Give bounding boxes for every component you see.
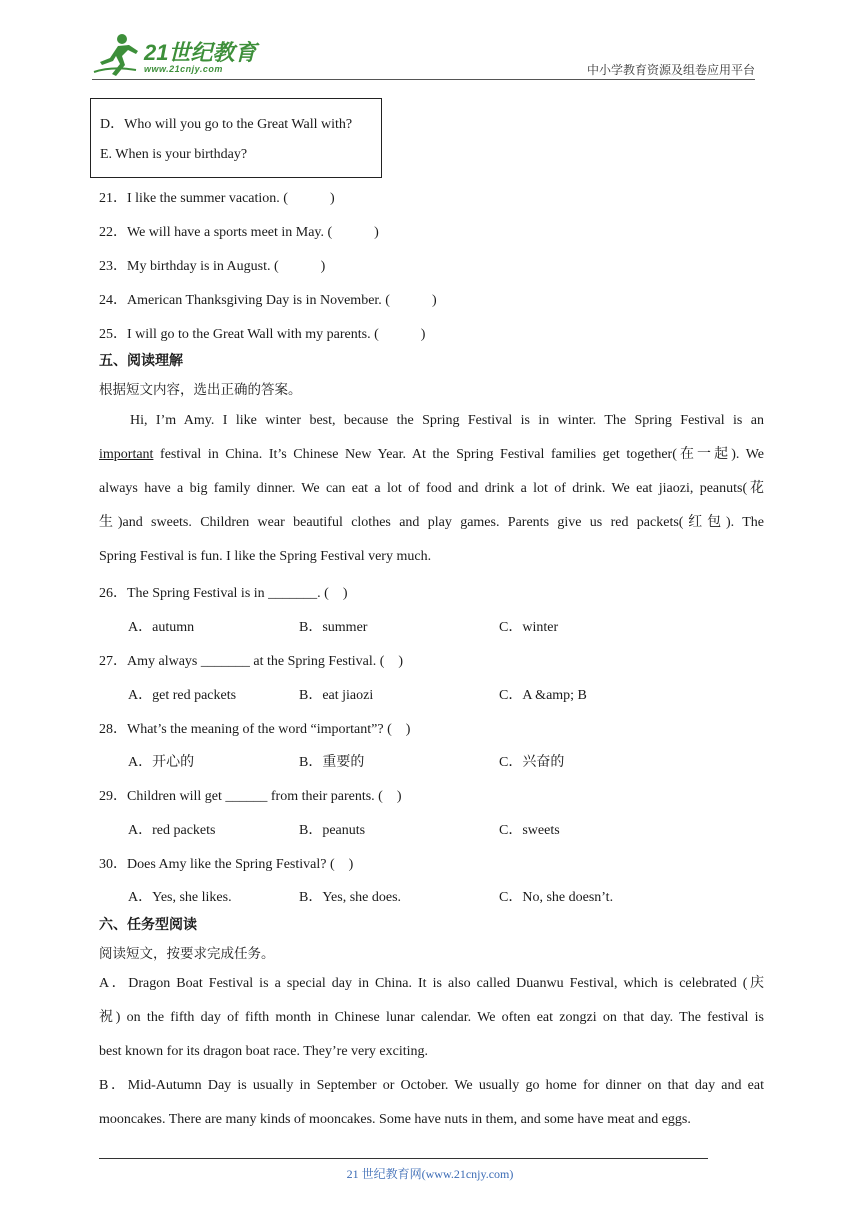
question-27: 27．Amy always _______ at the Spring Festival. ( ): [99, 654, 404, 669]
choice-a: A．autumn: [128, 620, 195, 635]
site-logo: [92, 32, 262, 80]
passage-line: mooncakes. There are many kinds of mooncakes. Some have nuts in them, and some have meat and eggs.: [99, 1112, 691, 1127]
section-6-instruction: 阅读短文，按要求完成任务。: [99, 946, 275, 962]
section-6-title: 六、任务型阅读: [99, 917, 197, 933]
question-29: 29．Children will get ______ from their parents. ( ): [99, 789, 402, 804]
underlined-word: important: [99, 447, 154, 462]
section-5-title: 五、阅读理解: [99, 353, 183, 369]
passage-line: best known for its dragon boat race. They’re very exciting.: [99, 1044, 429, 1059]
passage-a: [99, 967, 764, 1069]
question-26: 26．The Spring Festival is in _______. ( ): [99, 586, 348, 601]
logo-url: www.21cnjy.com: [144, 64, 223, 74]
question-28: 28．What’s the meaning of the word “important”? ( ): [99, 722, 411, 737]
header-divider: [92, 79, 755, 80]
options-box: [90, 98, 382, 178]
question-30: 30．Does Amy like the Spring Festival? ( ): [99, 857, 354, 872]
passage-line: Hi, I’m Amy. I like winter best, because the Spring Festival is in winter. The Spring Festival is an: [130, 413, 764, 428]
footer-text: 21 世纪教育网(www.21cnjy.com): [346, 1167, 514, 1181]
choice-a: A．开心的: [128, 755, 195, 770]
choice-c: C．sweets: [499, 823, 560, 838]
choice-c: C．A &amp; B: [499, 688, 587, 703]
section-5-instruction: 根据短文内容，选出正确的答案。: [99, 382, 302, 398]
passage-line-text: festival in China. It’s Chinese New Year. At the Spring Festival families get together(在一起). We: [160, 447, 765, 462]
choice-b: B．peanuts: [299, 823, 366, 838]
question-23: 23．My birthday is in August. ( ): [99, 259, 326, 274]
choice-c: C．兴奋的: [499, 755, 565, 770]
question-22: 22．We will have a sports meet in May. ( ): [99, 225, 379, 240]
runner-logo-icon: [92, 32, 144, 78]
choice-c: C．No, she doesn’t.: [499, 890, 614, 905]
option-e: E. When is your birthday?: [100, 147, 248, 162]
choice-c: C．winter: [499, 620, 559, 635]
choice-b: B．summer: [299, 620, 368, 635]
passage-line: B．Mid-Autumn Day is usually in September or October. We usually go home for dinner on that day and eat: [99, 1078, 764, 1093]
choice-a: A．get red packets: [128, 688, 237, 703]
passage-b: [99, 1069, 764, 1137]
passage-line: [99, 438, 764, 472]
choice-b: B．Yes, she does.: [299, 890, 402, 905]
choice-a: A．red packets: [128, 823, 216, 838]
question-24: 24．American Thanksgiving Day is in November. ( ): [99, 293, 437, 308]
footer-divider: [99, 1158, 708, 1159]
passage-line: A．Dragon Boat Festival is a special day in China. It is also called Duanwu Festival, which is celebrated (庆: [99, 976, 764, 991]
option-d: D．Who will you go to the Great Wall with?: [100, 117, 353, 132]
choice-b: B．重要的: [299, 755, 365, 770]
platform-name: 中小学教育资源及组卷应用平台: [586, 63, 755, 77]
passage-line: 祝) on the fifth day of fifth month in Chinese lunar calendar. We often eat zongzi on that day. The festival is: [99, 1010, 764, 1025]
choice-b: B．eat jiaozi: [299, 688, 374, 703]
question-25: 25．I will go to the Great Wall with my parents. ( ): [99, 327, 426, 342]
reading-passage: [99, 404, 764, 574]
question-21: 21．I like the summer vacation. ( ): [99, 191, 335, 206]
choice-a: A．Yes, she likes.: [128, 890, 232, 905]
logo-text: 21世纪教育: [144, 40, 257, 65]
passage-line: Spring Festival is fun. I like the Spring Festival very much.: [99, 549, 432, 564]
passage-line: always have a big family dinner. We can eat a lot of food and drink a lot of drink. We eat jiaozi, peanuts(花: [99, 481, 764, 496]
passage-line: 生)and sweets. Children wear beautiful clothes and play games. Parents give us red packets(红包). The: [99, 515, 764, 530]
